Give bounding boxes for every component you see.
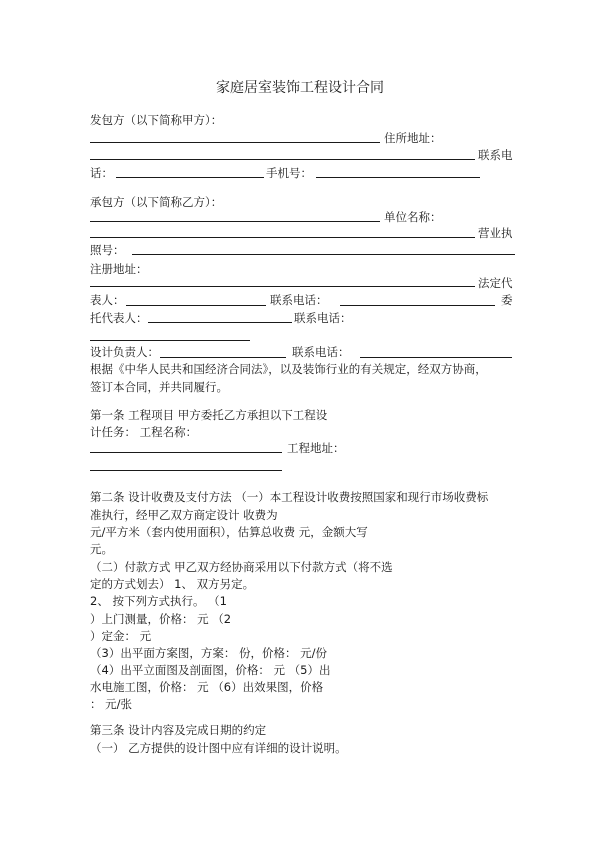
- article2-line11: （4）出平立面图及剖面图，价格： 元 （5）出: [90, 663, 331, 677]
- article3-line1: 第三条 设计内容及完成日期的约定: [90, 723, 267, 737]
- party-a-phone-line: [116, 177, 264, 178]
- party-b-proxy-phone-line: [90, 340, 250, 341]
- party-a-address-line: [90, 159, 475, 160]
- article2-line7: 2、 按下列方式执行。 （1: [90, 594, 227, 608]
- article1-location-label: 工程地址：: [287, 441, 345, 455]
- party-a-heading: 发包方（以下简称甲方）：: [90, 113, 223, 127]
- article2-line13: ： 元/张: [90, 697, 133, 711]
- designer-label: 设计负责人：: [90, 345, 159, 359]
- party-b-reg-address-label: 注册地址：: [90, 262, 148, 276]
- party-b-license-label-b: 照号：: [90, 243, 125, 257]
- article2-line2: 准执行，经甲乙双方商定设计 收费为: [90, 508, 278, 522]
- designer-phone-label: 联系电话：: [292, 345, 350, 359]
- party-b-license-line: [132, 254, 515, 255]
- party-b-legal-rep-label-b: 表人：: [90, 293, 125, 307]
- party-b-legal-rep-line: [126, 305, 266, 306]
- article2-line12: 水电施工图，价格： 元 （6）出效果图，价格: [90, 680, 324, 694]
- party-a-mobile-line: [316, 177, 480, 178]
- party-b-proxy-line: [148, 322, 292, 323]
- article2-line4: 元。: [90, 542, 113, 556]
- party-b-phone-line: [340, 305, 495, 306]
- article2-line9: ）定金： 元: [90, 629, 152, 643]
- designer-phone-line: [360, 357, 512, 358]
- party-a-address-label: 住所地址：: [384, 131, 442, 145]
- article2-line5: （二）付款方式 甲乙双方经协商采用以下付款方式（将不选: [90, 560, 393, 574]
- party-b-license-label-a: 营业执: [478, 226, 513, 240]
- party-b-proxy-label-a: 委: [501, 293, 513, 307]
- party-b-heading: 承包方（以下简称乙方）：: [90, 195, 223, 209]
- party-a-name-line: [90, 142, 380, 143]
- preamble-line1: 根据《中华人民共和国经济合同法》，以及装饰行业的有关规定，经双方协商，: [90, 362, 487, 376]
- preamble-line2: 签订本合同，并共同履行。: [90, 380, 228, 394]
- article1-location-line: [90, 470, 282, 471]
- party-b-reg-address-line: [90, 286, 475, 287]
- party-a-mobile-label: 手机号：: [266, 166, 312, 180]
- article2-line10: （3）出平面方案图，方案： 份，价格： 元/份: [90, 646, 327, 660]
- designer-name-line: [160, 357, 286, 358]
- article3-line2: （一） 乙方提供的设计图中应有详细的设计说明。: [90, 741, 347, 755]
- party-b-unit-label: 单位名称：: [384, 210, 442, 224]
- article2-line6: 定的方式划去） 1、 双方另定。: [90, 577, 255, 591]
- party-b-name-line: [90, 221, 380, 222]
- article1-line1: 第一条 工程项目 甲方委托乙方承担以下工程设: [90, 408, 328, 422]
- article2-line8: ）上门测量，价格： 元 （2: [90, 612, 232, 626]
- article2-line1: 第二条 设计收费及支付方法 （一）本工程设计收费按照国家和现行市场收费标: [90, 490, 489, 504]
- party-a-phone-label-b: 话：: [90, 166, 113, 180]
- article2-line3: 元/平方米（套内使用面积），估算总收费 元，金额大写: [90, 525, 368, 539]
- party-b-legal-rep-label-a: 法定代: [478, 276, 513, 290]
- party-a-phone-label-a: 联系电: [478, 148, 513, 162]
- party-b-phone-label: 联系电话：: [270, 293, 328, 307]
- party-b-unit-line: [90, 237, 475, 238]
- article1-line2: 计任务： 工程名称：: [90, 425, 198, 439]
- party-b-proxy-label-b: 托代表人：: [90, 311, 148, 325]
- document-title: 家庭居室装饰工程设计合同: [216, 80, 384, 96]
- party-b-proxy-phone-label: 联系电话：: [294, 311, 352, 325]
- article1-project-line: [90, 452, 282, 453]
